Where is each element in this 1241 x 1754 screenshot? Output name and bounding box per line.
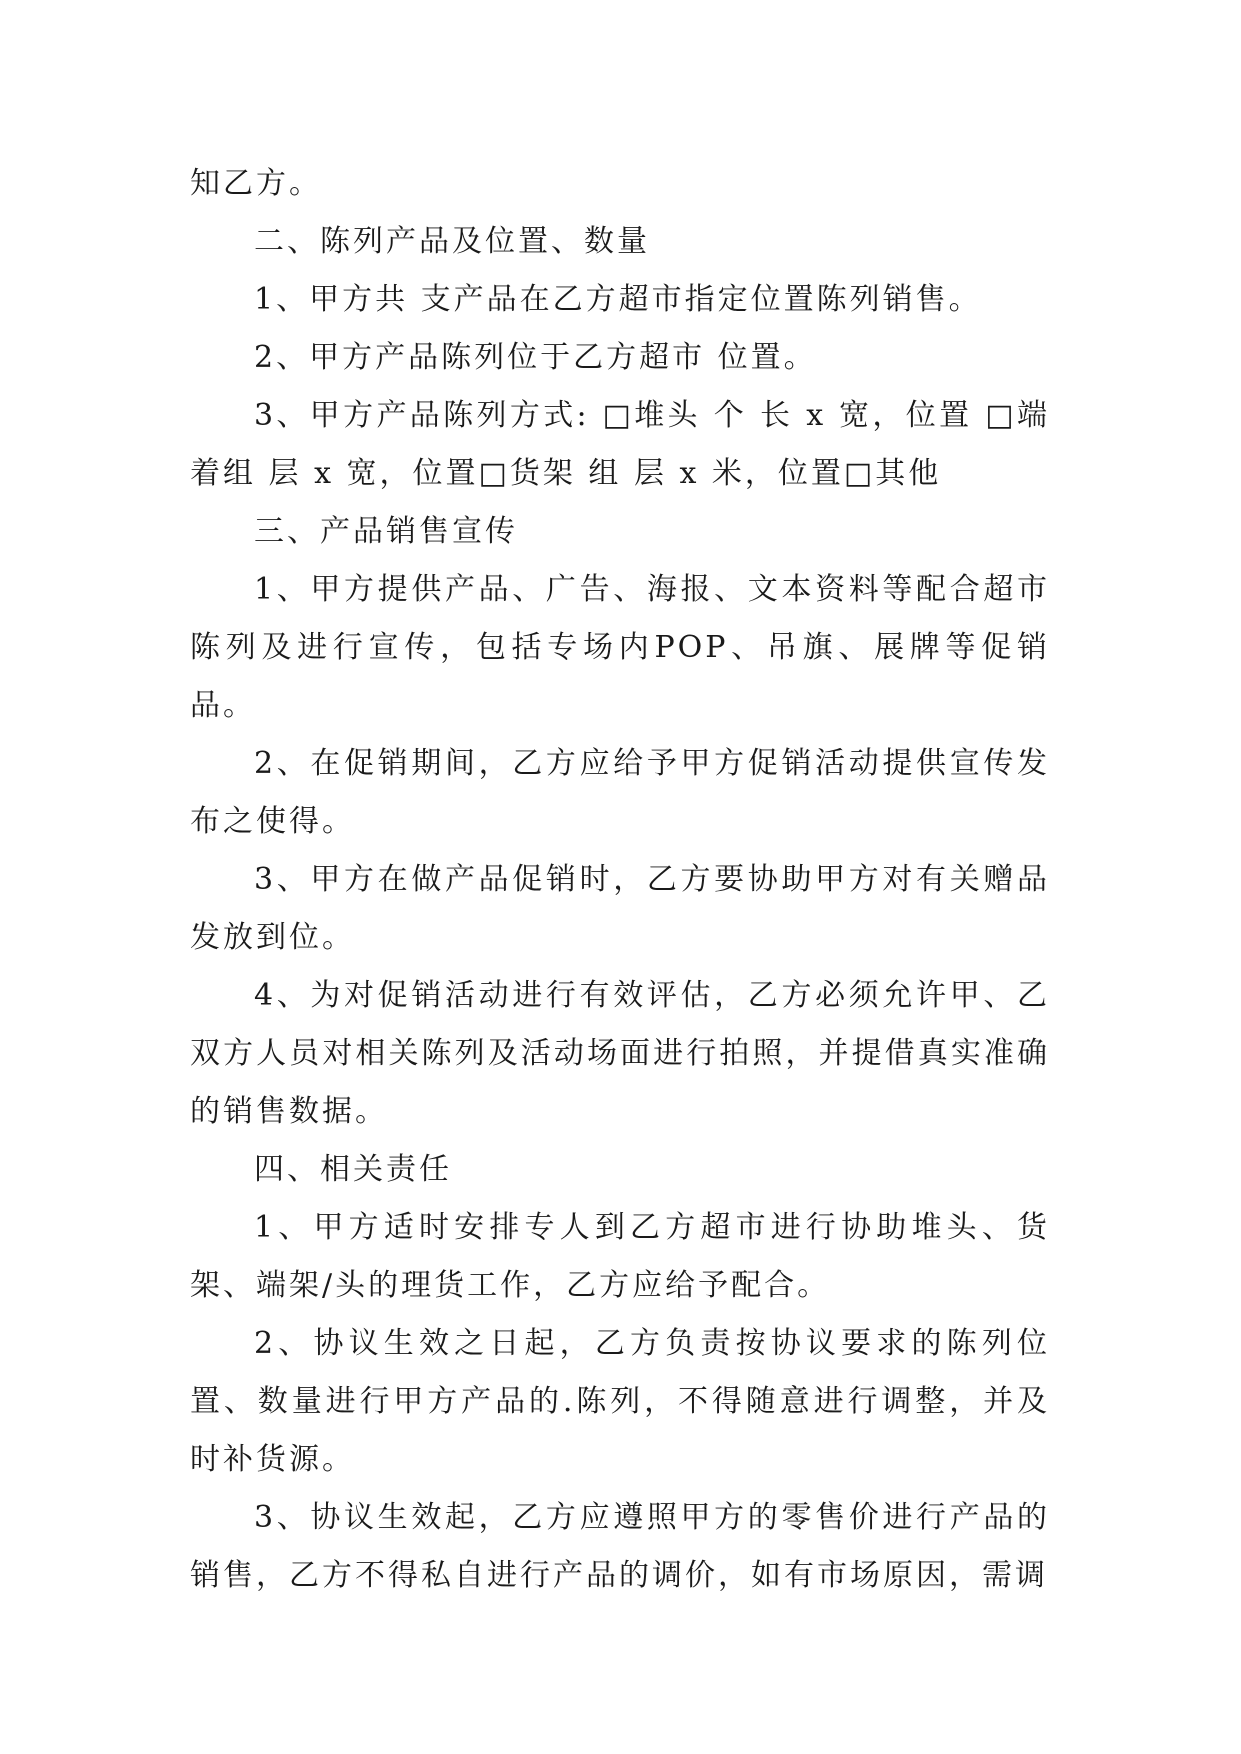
- paragraph: 1、甲方共 支产品在乙方超市指定位置陈列销售。: [254, 282, 982, 317]
- section-heading-4: 四、相关责任: [254, 1152, 452, 1187]
- paragraph: 2、甲方产品陈列位于乙方超市 位置。: [254, 340, 817, 375]
- paragraph: 1、甲方适时安排专人到乙方超市进行协助堆头、货架、端架/头的理货工作，乙方应给予配合。: [190, 1210, 1050, 1303]
- section-heading-3: 三、产品销售宣传: [254, 514, 518, 549]
- section-heading-2: 二、陈列产品及位置、数量: [254, 224, 650, 259]
- paragraph: 3、甲方产品陈列方式: □堆头 个 长 x 宽，位置 □端着组 层 x 宽，位置□货架 组 层 x 米，位置□其他: [190, 398, 1050, 491]
- paragraph: 4、为对促销活动进行有效评估，乙方必须允许甲、乙双方人员对相关陈列及活动场面进行拍照，并提借真实准确的销售数据。: [190, 978, 1050, 1129]
- paragraph: 2、协议生效之日起，乙方负责按协议要求的陈列位置、数量进行甲方产品的.陈列，不得随意进行调整，并及时补货源。: [190, 1326, 1050, 1477]
- paragraph: 3、甲方在做产品促销时，乙方要协助甲方对有关赠品发放到位。: [190, 862, 1050, 955]
- paragraph: 3、协议生效起，乙方应遵照甲方的零售价进行产品的销售，乙方不得私自进行产品的调价，如有市场原因，需调: [190, 1500, 1050, 1593]
- paragraph: 1、甲方提供产品、广告、海报、文本资料等配合超市陈列及进行宣传，包括专场内POP、吊旗、展牌等促销品。: [190, 572, 1050, 723]
- paragraph: 知乙方。: [190, 166, 322, 201]
- document-body: [190, 155, 1050, 1605]
- paragraph: 2、在促销期间，乙方应给予甲方促销活动提供宣传发布之使得。: [190, 746, 1050, 839]
